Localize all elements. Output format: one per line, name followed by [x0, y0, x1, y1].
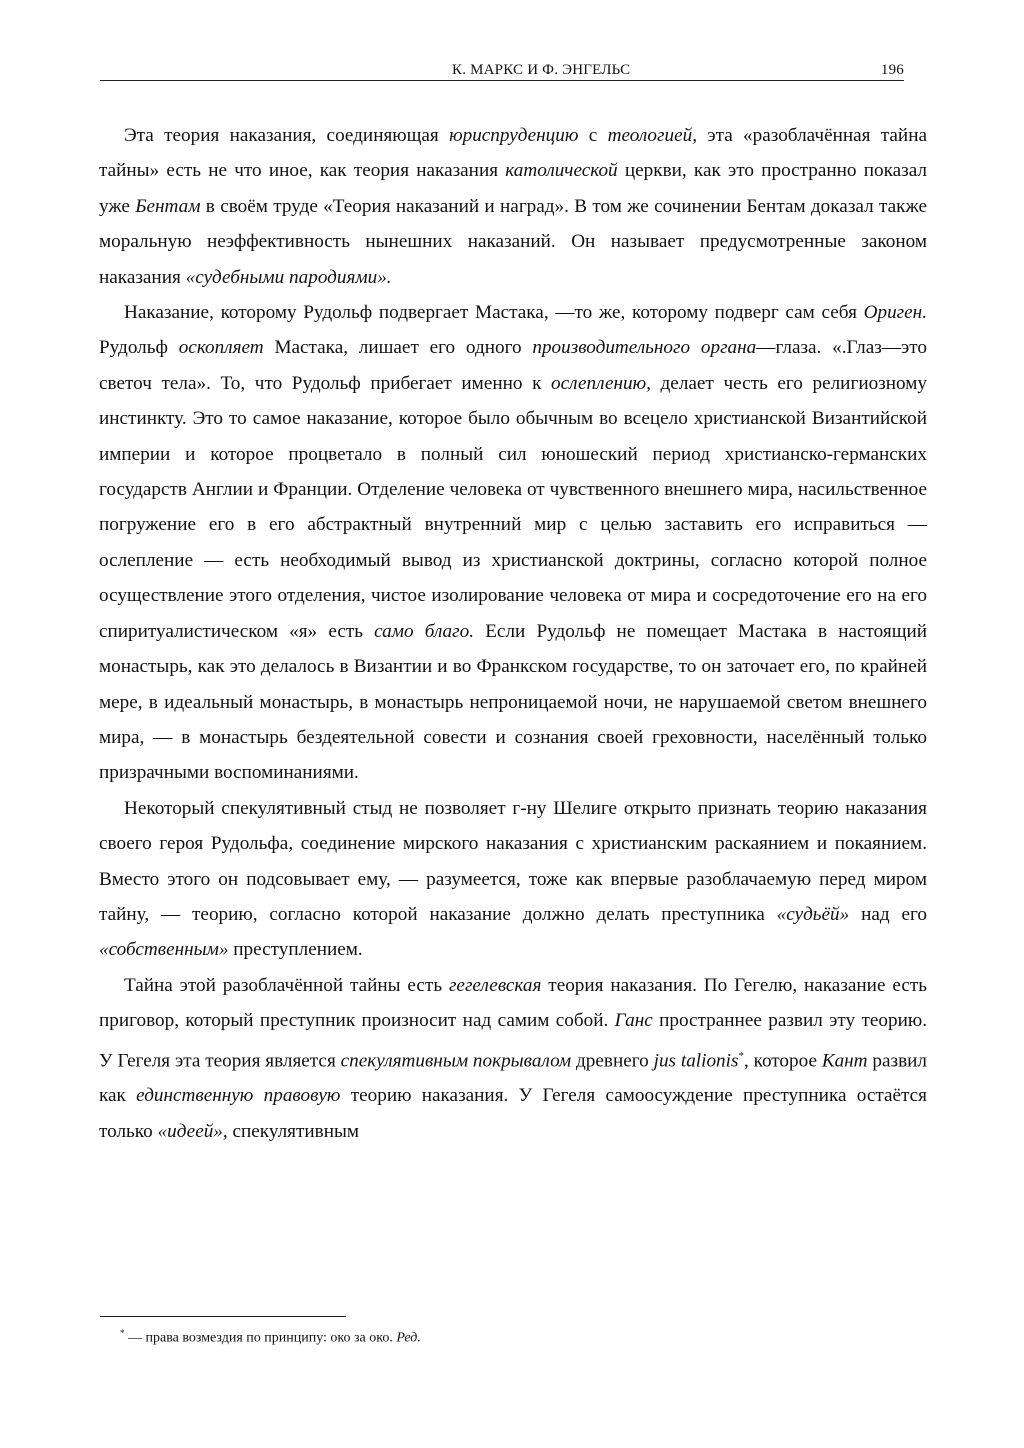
footnote-text: — права возмездия по принципу: око за око.	[124, 1330, 397, 1346]
text-run: в своём труде «Теория наказаний и наград». В том же сочинении Бентам доказал также моральную неэффективность нынешних наказаний. Он называет предусмотренные законом наказания	[99, 195, 927, 288]
text-run: Тайна этой разоблачённой тайны есть	[124, 974, 449, 996]
text-run: эта «разоблачённая тайна тайны» есть не что иное, как теория наказания	[99, 125, 927, 182]
text-run: Некоторый спекулятивный стыд не позволяет г-ну Шелиге открыто признать теорию наказания своего героя Рудольфа, соединение мирского наказания с христианским раскаянием и покаянием. Вместо этого он подсовывает ему, — разумеется, тоже как впервые разоблачаемую перед миром тайну, — теорию, согласно которой наказание должно делать преступника	[99, 797, 927, 925]
text-run: спекулятивным	[227, 1120, 360, 1142]
main-text	[99, 118, 927, 1149]
emphasis-text: католической	[505, 160, 618, 182]
emphasis-text: Ганс	[614, 1010, 653, 1032]
paragraph	[99, 118, 927, 295]
emphasis-text: гегелевская	[448, 974, 542, 996]
emphasis-text: производительного органа	[532, 337, 757, 359]
text-run: церкви, как это пространно показал уже	[99, 160, 927, 217]
text-run: Если Рудольф не помещает Мастака в настоящий монастырь, как это делалось в Византии и во Франкском государстве, то он заточает его, по крайней мере, в идеальный монастырь, в монастырь непроницаемой ночи, не нарушаемой светом внешнего мира, — в монастырь бездеятельной совести и сознания своей греховности, населённый только призрачными воспоминаниями.	[99, 620, 928, 784]
text-run: Эта теория наказания, соединяющая	[124, 125, 450, 146]
running-header	[100, 62, 904, 81]
footnote-reference: *	[738, 1049, 744, 1062]
emphasis-text: само благо.	[374, 620, 475, 642]
text-run: древнего	[571, 1049, 654, 1071]
emphasis-text: юриспруденцию	[449, 125, 579, 146]
emphasis-text: оскопляет	[178, 337, 264, 359]
text-run: , которое	[743, 1049, 822, 1071]
text-run: —глаза. «.Глаз—это светоч тела». То, что Рудольф прибегает именно к	[99, 337, 927, 394]
emphasis-text: спекулятивным покрывалом	[340, 1049, 572, 1071]
text-run: над его	[849, 903, 927, 925]
text-run: делает честь его религиозному инстинкту. Это то самое наказание, которое было обычным во всецело христианской Византийской империи и которое процветало в полный сил юношеский период христианско-германских государств Англии и Франции. Отделение человека от чувственного внешнего мира, насильственное погружение его в его абстрактный внутренний мир с целью заставить его исправиться — ослепление — есть необходимый вывод из христианской доктрины, согласно которой полное осуществление этого отделения, чистое изолирование человека от мира и сосредоточение его на его спиритуалистическом «я» есть	[99, 372, 927, 642]
text-run: Рудольф	[99, 337, 179, 359]
text-run: Мастака, лишает его одного	[263, 337, 533, 359]
emphasis-text: Ориген.	[863, 302, 927, 324]
emphasis-text: Бентам	[135, 195, 201, 217]
emphasis-text: jus talionis	[653, 1049, 739, 1071]
footnote-mark: *	[120, 1328, 125, 1338]
paragraph	[99, 791, 927, 968]
text-run: теорию наказания. У Гегеля самоосуждение преступника остаётся только	[99, 1085, 927, 1142]
emphasis-text: «судьёй»	[776, 903, 850, 925]
paragraph	[99, 968, 927, 1149]
text-run: Наказание, которому Рудольф подвергает Мастака, —то же, которому подверг сам себя	[124, 302, 864, 324]
emphasis-text: «собственным»	[99, 939, 229, 961]
text-run: развил как	[99, 1049, 928, 1107]
emphasis-text: ослеплению,	[551, 372, 651, 394]
text-run: с	[578, 125, 608, 146]
emphasis-text: теологией,	[607, 125, 698, 146]
footnote-separator	[100, 1316, 346, 1317]
emphasis-text: «идеей»,	[157, 1120, 228, 1142]
emphasis-text: единственную правовую	[136, 1085, 341, 1107]
page-number: 196	[880, 62, 904, 78]
footnote-editor: Ред.	[396, 1330, 421, 1346]
text-run: теория наказания. По Гегелю, наказание есть приговор, который преступник произносит над самим собой.	[99, 974, 927, 1032]
footnote	[120, 1328, 421, 1347]
text-run: пространнее развил эту теорию. У Гегеля эта теория является	[99, 1010, 927, 1071]
text-run: преступлением.	[228, 939, 363, 961]
paragraph	[99, 295, 927, 791]
emphasis-text: «судебными пародиями».	[185, 266, 392, 288]
running-header-author: К. МАРКС И Ф. ЭНГЕЛЬС	[452, 62, 631, 78]
emphasis-text: Кант	[821, 1049, 868, 1071]
